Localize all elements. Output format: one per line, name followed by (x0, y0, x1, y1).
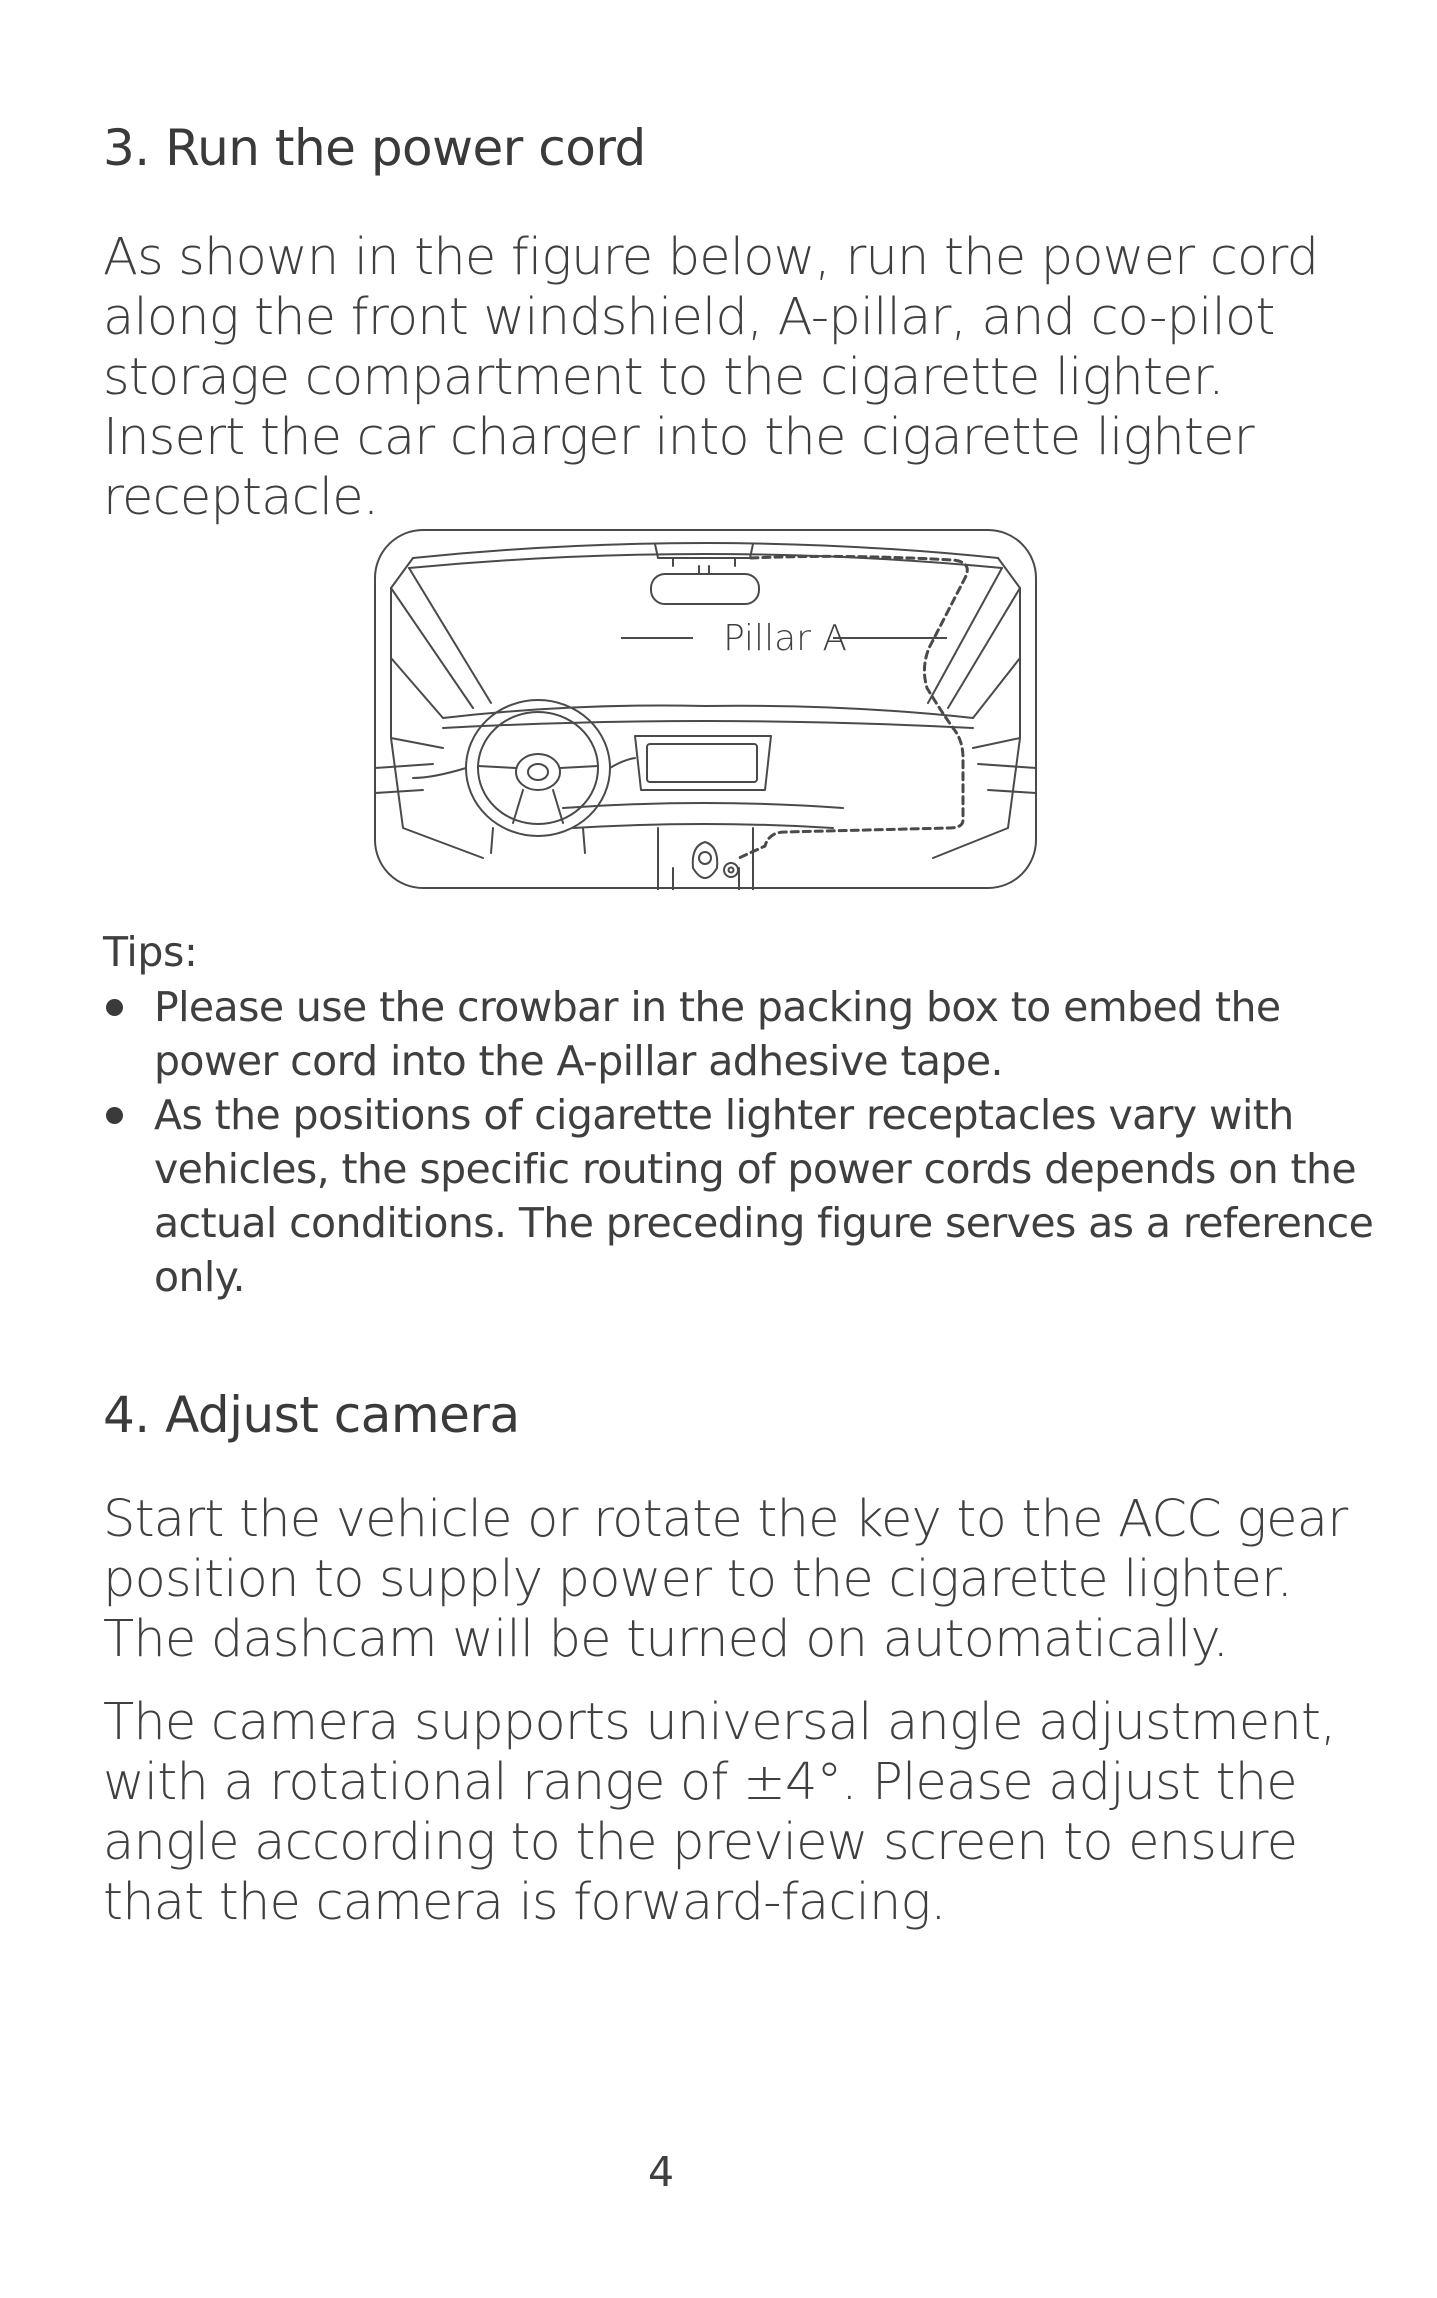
tips-label: Tips: (103, 928, 198, 976)
right-a-pillar (973, 558, 1020, 718)
windshield-top (413, 543, 998, 558)
section-4-body-2: The camera supports universal angle adjustment, with a rotational range of ±4°. Please adjust the angle according to the preview screen to ensure that the camera is forward-facing. (103, 1693, 1336, 1932)
dashboard-top (443, 706, 973, 719)
power-cord-routing-diagram (373, 528, 1038, 890)
page-number: 4 (647, 2148, 675, 2196)
cigarette-lighter-socket (724, 863, 738, 877)
figure-frame (375, 530, 1036, 888)
tips-list (103, 980, 1383, 1304)
tip-item (103, 1088, 1383, 1304)
section-4-heading: 4. Adjust camera (103, 1386, 520, 1444)
tip-item (103, 980, 1383, 1088)
tip-text: Please use the crowbar in the packing box to embed the power cord into the A-pillar adhesive tape. (154, 983, 1281, 1085)
bullet-icon (106, 1107, 123, 1124)
tip-text: As the positions of cigarette lighter receptacles vary with vehicles, the specific routing of power cords depends on the actual conditions. The preceding figure serves as a reference only. (154, 1091, 1374, 1301)
section-4-body-1: Start the vehicle or rotate the key to the ACC gear position to supply power to the cigarette lighter. The dashcam will be turned on automatically. (103, 1490, 1348, 1669)
car-interior-routing-figure (373, 528, 1038, 890)
mirror-mount (655, 544, 753, 558)
steering-wheel (466, 700, 610, 836)
gear-shifter (693, 842, 718, 878)
pillar-a-label: Pillar A (723, 618, 847, 659)
section-3-heading: 3. Run the power cord (103, 119, 646, 177)
rearview-mirror (651, 574, 759, 604)
section-3-body: As shown in the figure below, run the power cord along the front windshield, A-pillar, and co-pilot storage compartment to the cigarette lighter. Insert the car charger into the cigarette lighter receptacle. (103, 228, 1319, 527)
bullet-icon (106, 999, 123, 1016)
power-cord-route (739, 556, 967, 858)
